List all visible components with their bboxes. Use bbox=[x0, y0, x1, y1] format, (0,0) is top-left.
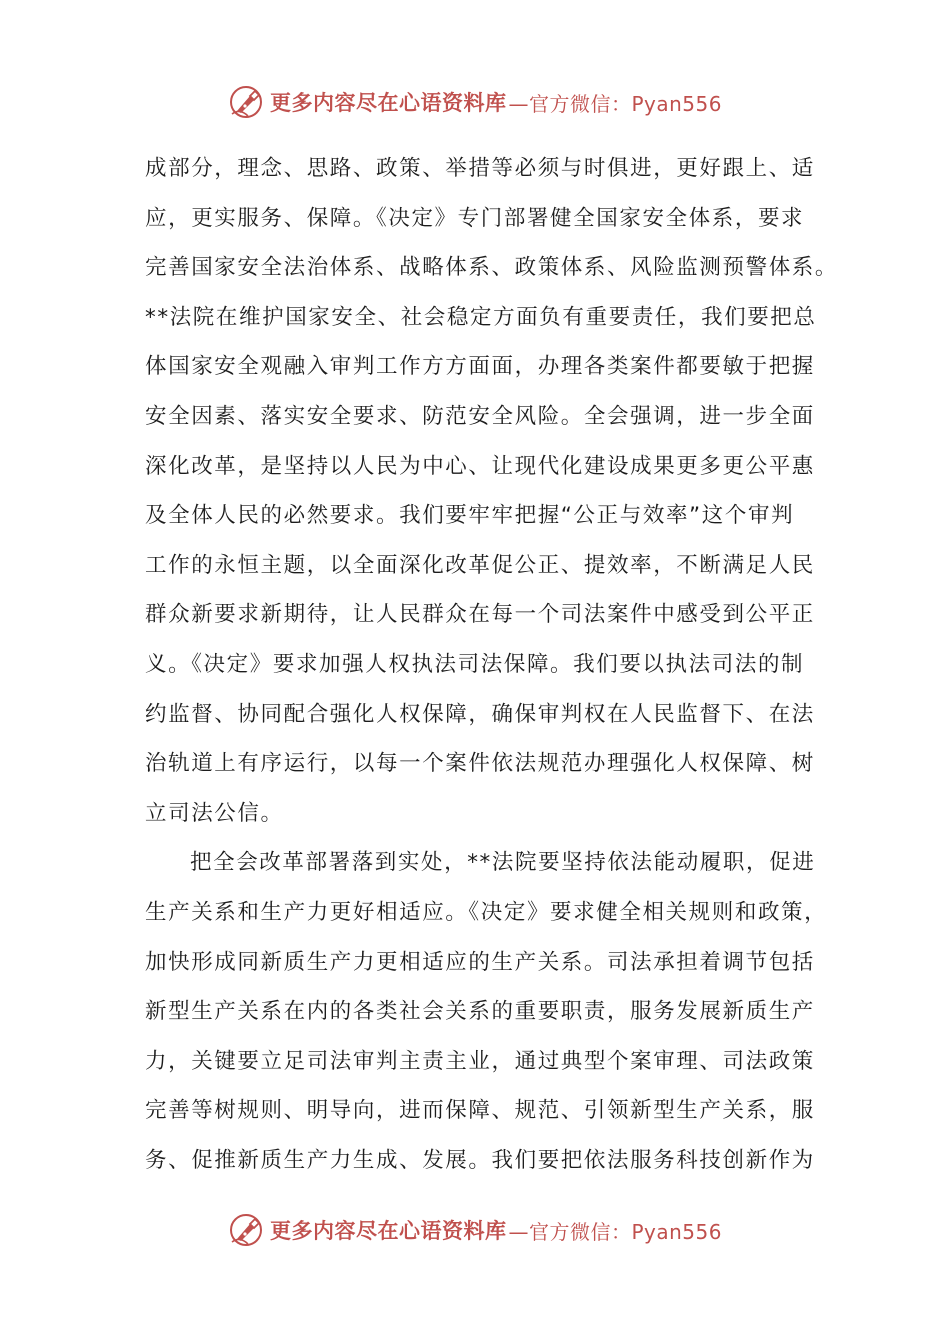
text-line: 完善国家安全法治体系、战略体系、政策体系、风险监测预警体系。 bbox=[145, 255, 839, 281]
text-line: **法院在维护国家安全、社会稳定方面负有重要责任，我们要把总 bbox=[145, 304, 817, 330]
paragraph-first-line: 把全会改革部署落到实处，**法院要坚持依法能动履职，促进 bbox=[190, 850, 816, 876]
footer-banner bbox=[0, 1208, 950, 1252]
text-line: 务、促推新质生产力生成、发展。我们要把依法服务科技创新作为 bbox=[145, 1147, 815, 1173]
text-line: 深化改革，是坚持以人民为中心、让现代化建设成果更多更公平惠 bbox=[145, 453, 815, 479]
text-line: 工作的永恒主题，以全面深化改革促公正、提效率，不断满足人民 bbox=[145, 552, 815, 578]
pen-nib-logo-icon bbox=[228, 1212, 264, 1248]
text-line: 力，关键要立足司法审判主责主业，通过典型个案审理、司法政策 bbox=[145, 1048, 815, 1074]
text-line: 加快形成同新质生产力更相适应的生产关系。司法承担着调节包括 bbox=[145, 949, 815, 975]
site-title: 更多内容尽在心语资料库 bbox=[269, 1218, 507, 1243]
text-line: 立司法公信。 bbox=[145, 800, 284, 826]
text-line: 成部分，理念、思路、政策、举措等必须与时俱进，更好跟上、适 bbox=[145, 156, 815, 181]
document-body bbox=[145, 144, 839, 1185]
text-line: 群众新要求新期待，让人民群众在每一个司法案件中感受到公平正 bbox=[145, 602, 815, 628]
text-line: 安全因素、落实安全要求、防范安全风险。全会强调，进一步全面 bbox=[145, 403, 815, 429]
pen-nib-logo-icon bbox=[228, 84, 264, 120]
wechat-label: —官方微信：Pyan556 bbox=[508, 91, 722, 116]
text-line: 约监督、协同配合强化人权保障，确保审判权在人民监督下、在法 bbox=[145, 701, 815, 727]
text-line: 治轨道上有序运行，以每一个案件依法规范办理强化人权保障、树 bbox=[145, 751, 815, 777]
text-line: 及全体人民的必然要求。我们要牢牢把握“公正与效率”这个审判 bbox=[145, 503, 795, 529]
text-line: 生产关系和生产力更好相适应。《决定》要求健全相关规则和政策， bbox=[145, 899, 828, 925]
text-line: 义。《决定》要求加强人权执法司法保障。我们要以执法司法的制 bbox=[145, 651, 805, 677]
header-banner bbox=[0, 80, 950, 124]
text-line: 完善等树规则、明导向，进而保障、规范、引领新型生产关系，服 bbox=[145, 1098, 815, 1124]
text-line: 体国家安全观融入审判工作方方面面，办理各类案件都要敏于把握 bbox=[145, 354, 815, 380]
wechat-label: —官方微信：Pyan556 bbox=[508, 1219, 722, 1244]
site-title: 更多内容尽在心语资料库 bbox=[269, 90, 507, 115]
text-line: 应，更实服务、保障。《决定》专门部署健全国家安全体系，要求 bbox=[145, 205, 805, 231]
text-line: 新型生产关系在内的各类社会关系的重要职责，服务发展新质生产 bbox=[145, 999, 815, 1025]
